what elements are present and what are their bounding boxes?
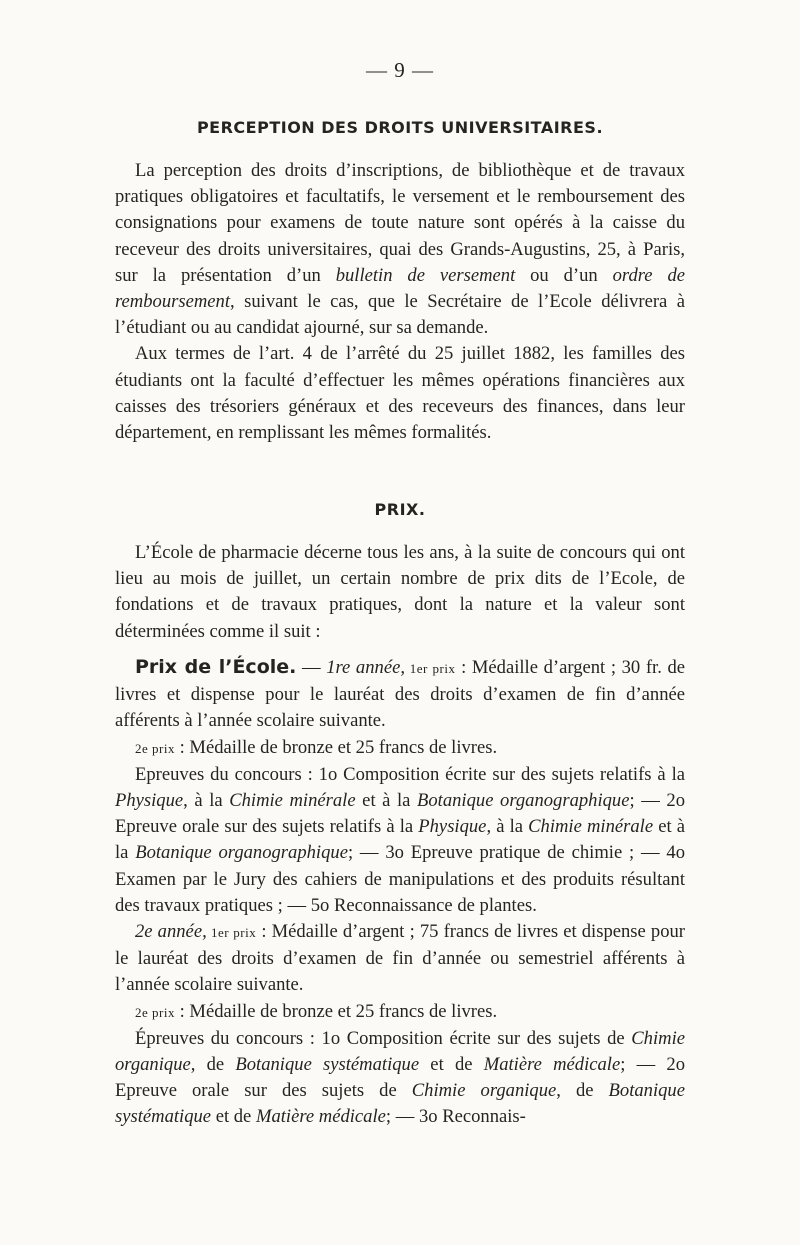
paragraph [115, 735, 685, 762]
section-title-perception: PERCEPTION DES DROITS UNIVERSITAIRES. [196, 118, 604, 137]
paragraph [115, 654, 685, 735]
italic-term: Matière médicale [483, 1054, 621, 1076]
page-number: — 9 — [366, 58, 434, 82]
text-run: ; — 2o Epreuve orale sur des sujets relatifs à la [115, 790, 686, 838]
paragraph: Aux termes de l’art. 4 de l’arrêté du 25 juillet 1882, les familles des étudiants ont la faculté d’effectuer les mêmes opérations financières aux caisses des trésoriers généraux et des receveurs des finances, dans leur département, en remplissant les mêmes formalités. [115, 343, 685, 444]
text-run: , suivant le cas, que le Secrétaire de l’Ecole délivrera à l’étudiant ou au candidat ajourné, sur sa demande. [115, 291, 685, 339]
prize-heading: Prix de l’École. [135, 656, 297, 678]
text-run: ; — 2o Epreuve orale sur des sujets de [115, 1054, 686, 1102]
paragraph [115, 158, 685, 341]
paragraph: L’École de pharmacie décerne tous les ans, à la suite de concours qui ont lieu au mois de juillet, un certain nombre de prix dits de l’Ecole, de fondations et de travaux pratiques, dont la nature et la valeur sont déterminées comme il suit : [115, 542, 685, 642]
text-run: Épreuves du concours : 1o Composition écrite sur des sujets de [135, 1027, 632, 1049]
text-run: , de [556, 1080, 609, 1102]
text-run: et de [211, 1106, 256, 1128]
text-run: et de [419, 1054, 484, 1076]
prize-label: 2e prix [135, 1004, 175, 1020]
italic-term: Matière médicale [255, 1106, 386, 1128]
text-run: : Médaille d’argent ; 30 fr. de livres et dispense pour le lauréat des droits d’examen de fin d’année afférents à l’année scolaire suivante. [115, 657, 686, 732]
prix-intro [115, 540, 685, 645]
paragraph [115, 999, 685, 1026]
italic-term: Botanique organographique [417, 790, 630, 812]
italic-term: bulletin de versement [335, 264, 516, 286]
italic-term: Chimie organique [115, 1027, 685, 1076]
text-run: , de [190, 1054, 236, 1076]
italic-term: Chimie minérale [528, 816, 654, 838]
text-run: : Médaille de bronze et 25 francs de livres. [174, 1000, 498, 1022]
text-run: : Médaille de bronze et 25 francs de livres. [174, 736, 498, 758]
text-run: Epreuves du concours : 1o Composition écrite sur des sujets relatifs à la [135, 763, 685, 785]
paragraph [115, 762, 685, 919]
year-label: 1re année, [326, 657, 405, 678]
text-run: ; — 3o Epreuve pratique de chimie ; — 4o Examen par le Jury des cahiers de manipulations et des produits résultant des travaux pratiques ; — 5o Reconnaissance de plantes. [115, 842, 685, 916]
text-run: : Médaille d’argent ; 75 francs de livres et dispense pour le lauréat des droits d’examen de fin d’année ou semestriel afférents à l’année scolaire suivante. [115, 921, 685, 996]
text-run: , à la [183, 790, 230, 812]
text-run: et à la [115, 816, 686, 864]
italic-term: Botanique systématique [235, 1054, 420, 1076]
italic-term: Chimie minérale [229, 790, 356, 812]
prize-label: 1er prix [206, 925, 257, 941]
italic-term: Physique [115, 790, 184, 812]
prize-label: 1er prix [404, 661, 456, 676]
italic-term: Botanique organographique [135, 842, 348, 864]
year-label: 2e année, [135, 921, 207, 943]
text-run: La perception des droits d’inscriptions, de bibliothèque et de travaux pratiques obligatoires et facultatifs, le versement et le remboursement des consignations pour examens de toute nature sont opérés à la caisse du receveur des droits universitaires, quai des Grands-Augustins, 25, à Paris, sur la présentation d’un [115, 160, 685, 286]
text-run: — [296, 657, 327, 678]
prix-ecole-body [115, 654, 685, 1131]
text-run: ; — 3o Reconnais- [385, 1106, 526, 1128]
section-title-prix: PRIX. [374, 500, 426, 519]
paragraph [115, 919, 685, 999]
prize-label: 2e prix [135, 740, 175, 756]
italic-term: Chimie organique [411, 1080, 557, 1102]
text-run: , à la [486, 816, 529, 838]
text-run: ou d’un [515, 264, 613, 286]
perception-body [115, 158, 685, 446]
italic-term: Physique [418, 816, 487, 838]
italic-term: ordre de remboursement [115, 264, 685, 313]
text-run: et à la [355, 790, 418, 812]
italic-term: Botanique systématique [115, 1080, 685, 1128]
paragraph [115, 1026, 685, 1131]
